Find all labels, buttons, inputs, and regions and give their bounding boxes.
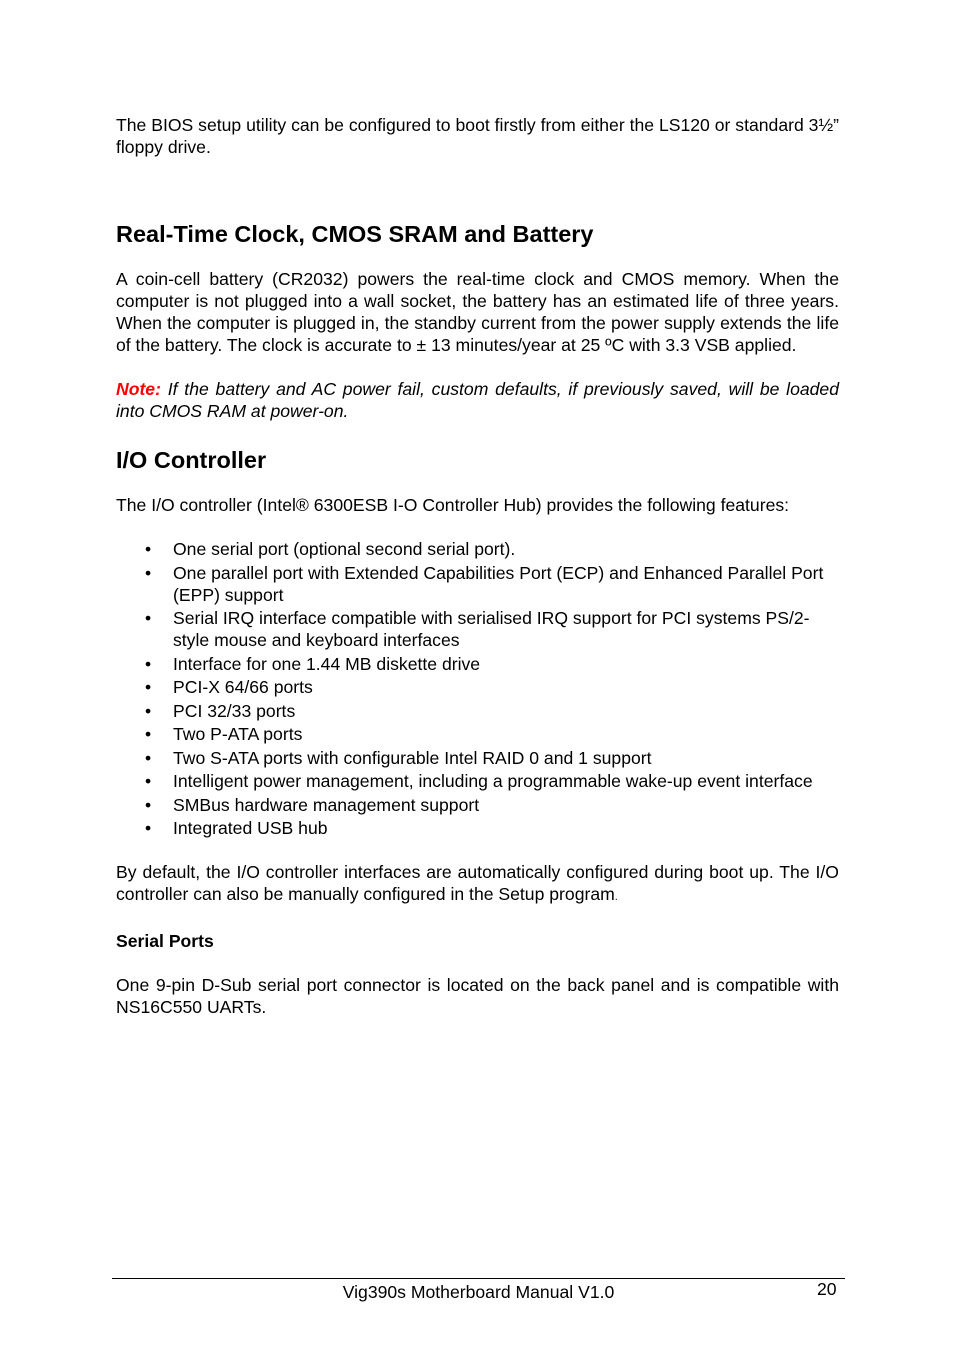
bullet-icon: • xyxy=(145,818,152,838)
intro-paragraph: The BIOS setup utility can be configured to boot firstly from either the LS120 or standard 3½” floppy drive. xyxy=(116,115,839,157)
note-paragraph xyxy=(116,378,839,422)
bullet-icon: • xyxy=(145,677,152,697)
page-number: 20 xyxy=(817,1279,837,1299)
list-item: • Two S-ATA ports with configurable Intel RAID 0 and 1 support xyxy=(145,747,652,768)
footer-title: Vig390s Motherboard Manual V1.0 xyxy=(342,1282,615,1302)
bullet-icon: • xyxy=(145,562,152,583)
io-default-paragraph: By default, the I/O controller interfaces are automatically configured during boot up. The I/O controller can also be manually configured in the Setup program. xyxy=(116,862,839,904)
note-label: Note: xyxy=(116,379,161,399)
io-heading: I/O Controller xyxy=(116,447,267,473)
bullet-icon: • xyxy=(145,747,152,768)
document-body xyxy=(116,114,839,1018)
list-item: • Serial IRQ interface compatible with serialised IRQ support for PCI systems PS/2-style mouse and keyboard interfaces xyxy=(145,608,810,650)
list-item: • One parallel port with Extended Capabilities Port (ECP) and Enhanced Parallel Port (EPP) support xyxy=(145,562,824,605)
rtc-heading: Real-Time Clock, CMOS SRAM and Battery xyxy=(116,221,594,247)
bullet-icon: • xyxy=(145,653,152,674)
bullet-icon: • xyxy=(145,700,152,721)
bullet-icon: • xyxy=(145,771,152,791)
list-item: • PCI-X 64/66 ports xyxy=(145,677,313,697)
rtc-paragraph: A coin-cell battery (CR2032) powers the real-time clock and CMOS memory. When the computer is not plugged into a wall socket, the battery has an estimated life of three years. When the computer is plugged in, the standby current from the power supply extends the life of the battery. The clock is accurate to ± 13 minutes/year at 25 ºC with 3.3 VSB applied. xyxy=(116,269,839,355)
list-item: • PCI 32/33 ports xyxy=(145,700,296,721)
bullet-icon: • xyxy=(145,608,152,628)
list-item: • Interface for one 1.44 MB diskette drive xyxy=(145,653,481,674)
io-intro-paragraph: The I/O controller (Intel® 6300ESB I-O Controller Hub) provides the following features: xyxy=(116,495,790,515)
list-item: • Integrated USB hub xyxy=(145,818,328,838)
footer-divider xyxy=(112,1278,845,1279)
serial-ports-paragraph: One 9-pin D-Sub serial port connector is located on the back panel and is compatible with NS16C550 UARTs. xyxy=(116,975,839,1017)
feature-list xyxy=(116,538,839,839)
serial-ports-heading: Serial Ports xyxy=(116,931,214,951)
bullet-icon: • xyxy=(145,724,152,744)
list-item: • Intelligent power management, including a programmable wake-up event interface xyxy=(145,771,813,791)
list-item: • SMBus hardware management support xyxy=(145,794,480,815)
bullet-icon: • xyxy=(145,539,152,559)
note-text: If the battery and AC power fail, custom defaults, if previously saved, will be loaded into CMOS RAM at power-on. xyxy=(116,379,839,421)
list-item: • Two P-ATA ports xyxy=(145,724,303,744)
bullet-icon: • xyxy=(145,794,152,815)
list-item: • One serial port (optional second serial port). xyxy=(145,539,516,559)
